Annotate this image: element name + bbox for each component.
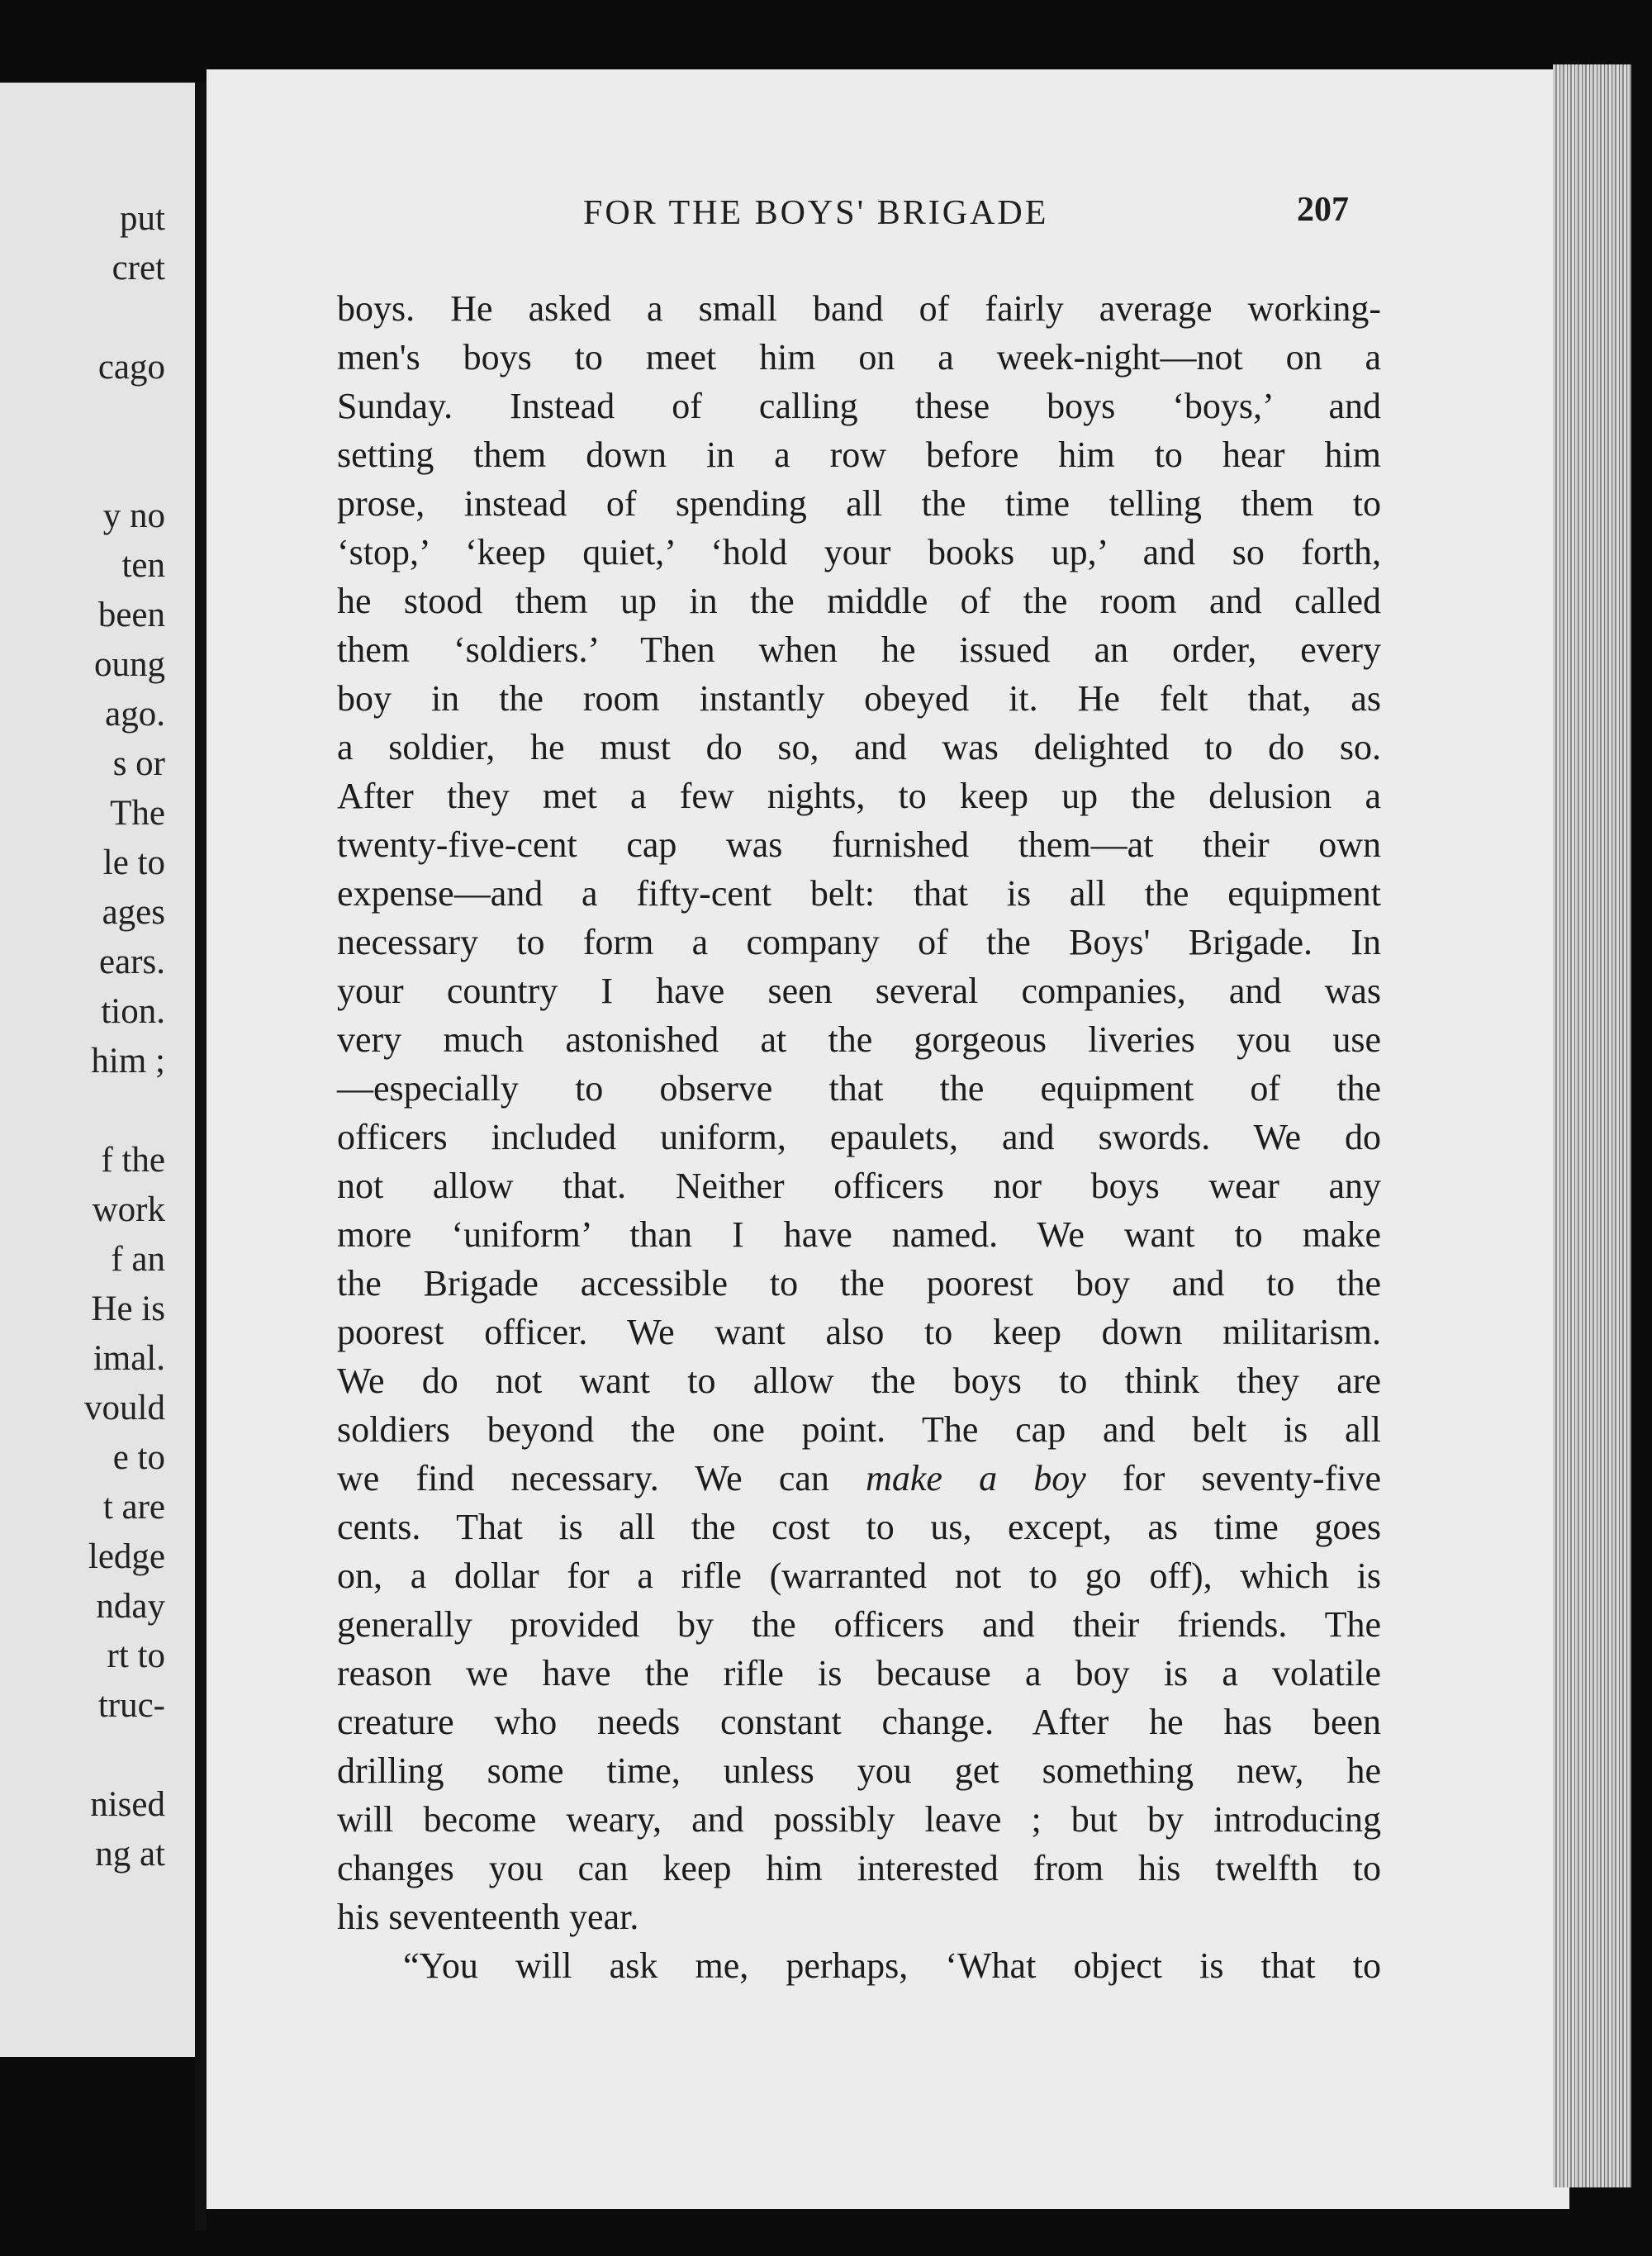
text-line: twenty-five-cent cap was furnished them—at their own: [337, 824, 1381, 865]
running-head: FOR THE BOYS' BRIGADE: [583, 194, 1049, 232]
text-line: men's boys to meet him on a week-night—not on a: [337, 337, 1381, 378]
left-page-line-fragment: work: [92, 1190, 165, 1229]
text-line: on, a dollar for a rifle (warranted not to go off), which is: [337, 1555, 1381, 1596]
left-page-line-fragment: ages: [102, 893, 165, 932]
text-line: your country I have seen several companies, and was: [337, 971, 1381, 1011]
text-line: creature who needs constant change. After he has been: [337, 1702, 1381, 1742]
text-line: will become weary, and possibly leave ; but by introducing: [337, 1799, 1381, 1840]
text-line: officers included uniform, epaulets, and swords. We do: [337, 1117, 1381, 1157]
text-line: the Brigade accessible to the poorest boy and to the: [337, 1263, 1381, 1304]
left-page-line-fragment: truc-: [97, 1686, 165, 1725]
text-line: We do not want to allow the boys to think they are: [337, 1361, 1381, 1401]
left-page-line-fragment: imal.: [93, 1339, 165, 1378]
left-page-line-fragment: ten: [121, 546, 165, 585]
text-line: not allow that. Neither officers nor boys wear any: [337, 1166, 1381, 1206]
text-line: very much astonished at the gorgeous liveries you use: [337, 1019, 1381, 1060]
text-line: After they met a few nights, to keep up the delusion a: [337, 776, 1381, 816]
text-line: generally provided by the officers and their friends. The: [337, 1604, 1381, 1645]
text-line: he stood them up in the middle of the room and called: [337, 581, 1381, 621]
left-page-line-fragment: been: [97, 596, 165, 634]
text-line: boys. He asked a small band of fairly average working-: [337, 288, 1381, 329]
text-line: his seventeenth year.: [337, 1897, 639, 1937]
left-page-line-fragment: oung: [94, 645, 165, 684]
left-page-line-fragment: f an: [111, 1240, 165, 1279]
left-page-line-fragment: him ;: [91, 1042, 165, 1081]
text-line: changes you can keep him interested from his twelfth to: [337, 1848, 1381, 1888]
left-page-line-fragment: f the: [101, 1141, 165, 1180]
text-line: drilling some time, unless you get something new, he: [337, 1750, 1381, 1791]
text-line: boy in the room instantly obeyed it. He felt that, as: [337, 678, 1381, 719]
text-line: [337, 1454, 1381, 1503]
left-page-line-fragment: y no: [102, 496, 165, 535]
left-page-line-fragment: The: [110, 794, 165, 833]
left-page-line-fragment: cret: [112, 249, 165, 287]
left-page-line-fragment: e to: [112, 1438, 165, 1477]
left-page-line-fragment: cago: [97, 348, 165, 387]
left-page: [0, 83, 195, 2057]
text-line: ‘stop,’ ‘keep quiet,’ ‘hold your books up,’ and so forth,: [337, 532, 1381, 572]
text-line: “You will ask me, perhaps, ‘What object is that to: [403, 1945, 1381, 1986]
text-line: soldiers beyond the one point. The cap and belt is all: [337, 1409, 1381, 1450]
page-edges: [1553, 64, 1631, 2187]
italic-phrase: make a boy: [866, 1458, 1086, 1498]
left-page-line-fragment: put: [120, 199, 165, 238]
text-line: a soldier, he must do so, and was delighted to do so.: [337, 727, 1381, 767]
text-segment: for seventy-five: [1085, 1458, 1381, 1498]
text-line: more ‘uniform’ than I have named. We want to make: [337, 1214, 1381, 1255]
text-segment: we find necessary. We can: [337, 1458, 866, 1498]
left-page-line-fragment: rt to: [107, 1636, 165, 1675]
left-page-line-fragment: s or: [112, 744, 165, 783]
text-line: poorest officer. We want also to keep down militarism.: [337, 1312, 1381, 1352]
left-page-line-fragment: le to: [102, 843, 165, 882]
left-page-line-fragment: t are: [102, 1488, 165, 1527]
left-page-line-fragment: vould: [84, 1389, 165, 1427]
text-line: expense—and a fifty-cent belt: that is all the equipment: [337, 873, 1381, 914]
left-page-line-fragment: nised: [90, 1785, 165, 1824]
text-line: reason we have the rifle is because a boy is a volatile: [337, 1653, 1381, 1693]
left-page-line-fragment: ng at: [95, 1835, 165, 1874]
left-page-line-fragment: ago.: [105, 695, 165, 734]
left-page-line-fragment: nday: [96, 1587, 165, 1626]
text-line: them ‘soldiers.’ Then when he issued an order, every: [337, 629, 1381, 670]
text-line: —especially to observe that the equipment of the: [337, 1068, 1381, 1109]
text-line: setting them down in a row before him to hear him: [337, 435, 1381, 475]
text-line: Sunday. Instead of calling these boys ‘boys,’ and: [337, 386, 1381, 426]
text-line: cents. That is all the cost to us, except, as time goes: [337, 1507, 1381, 1547]
book-gutter: [195, 83, 206, 2230]
left-page-line-fragment: ledge: [88, 1537, 165, 1576]
left-page-line-fragment: tion.: [101, 992, 165, 1031]
left-page-line-fragment: ears.: [99, 943, 165, 981]
text-line: prose, instead of spending all the time telling them to: [337, 483, 1381, 524]
text-line: necessary to form a company of the Boys' Brigade. In: [337, 922, 1381, 962]
left-page-line-fragment: He is: [91, 1289, 165, 1328]
page-number: 207: [1297, 191, 1349, 229]
body-text: [337, 284, 1381, 1990]
